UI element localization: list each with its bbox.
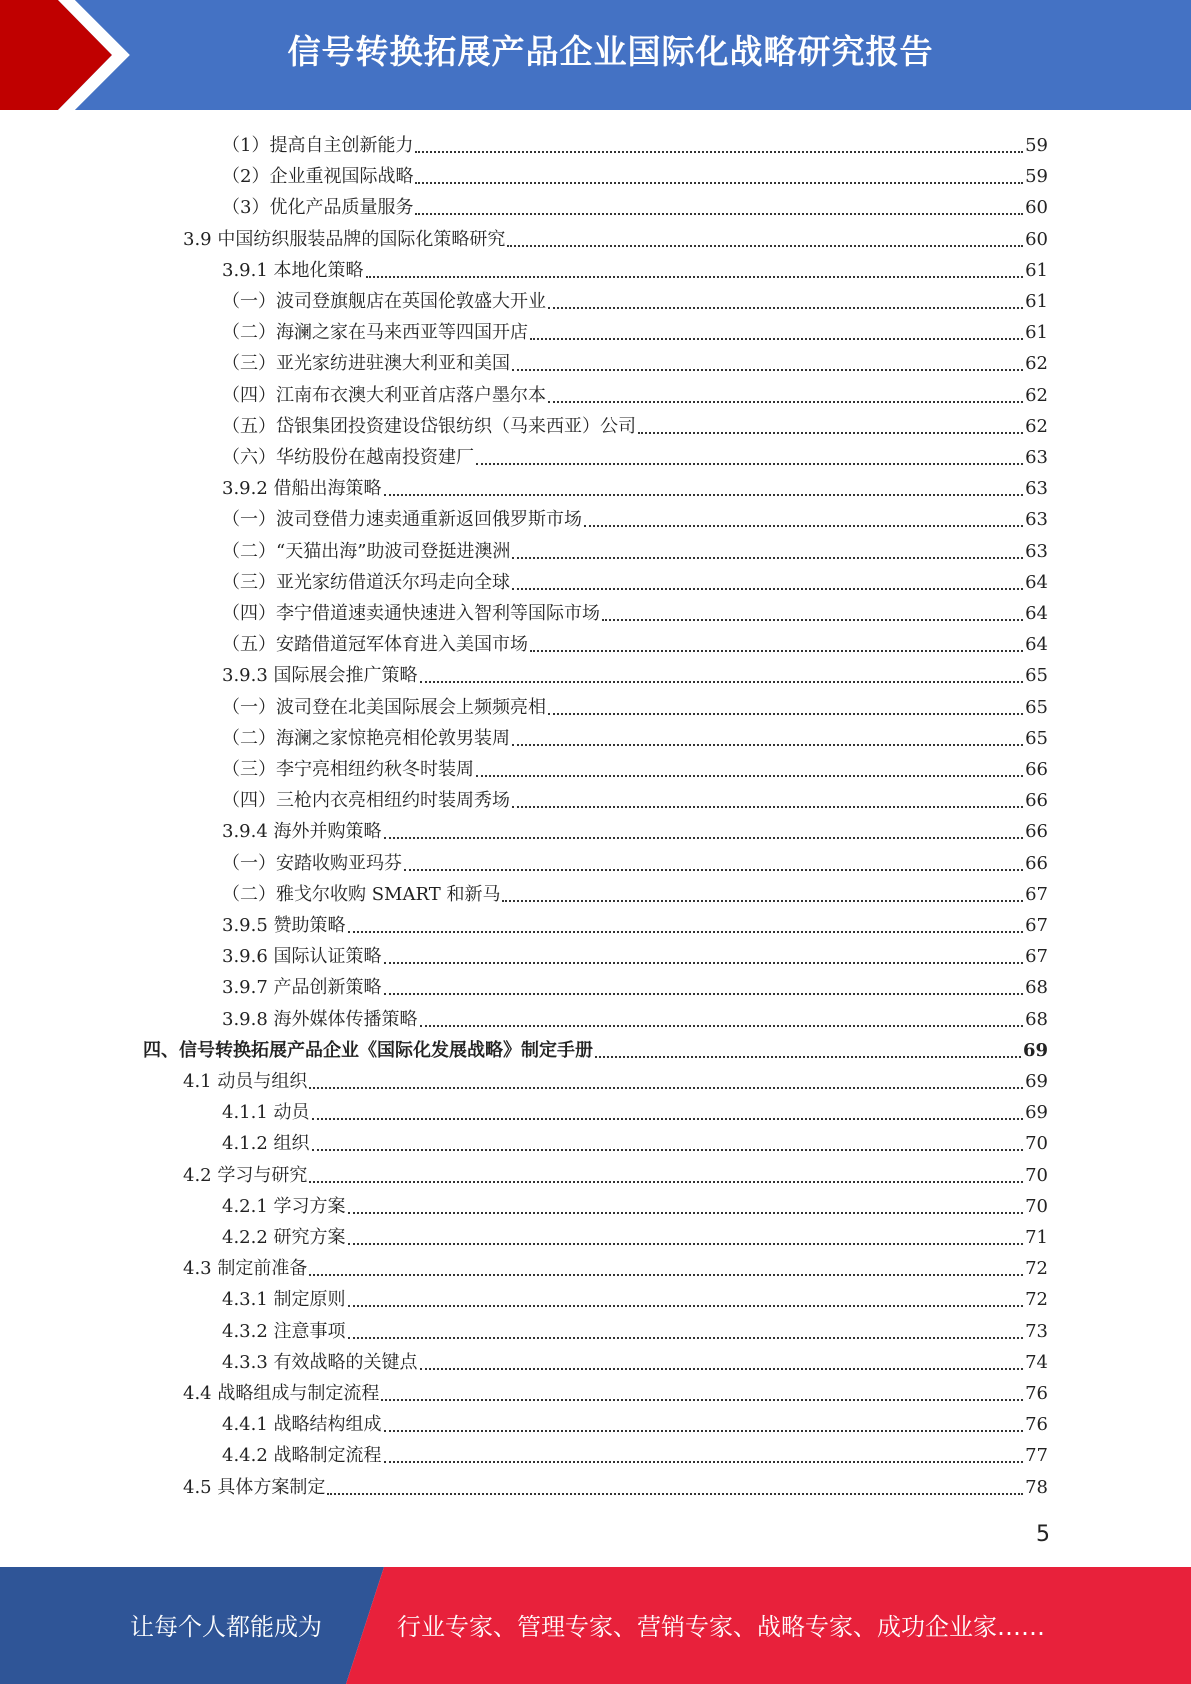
toc-entry-page: 59 <box>1025 166 1048 188</box>
toc-entry[interactable] <box>0 408 1191 439</box>
toc-entry-title: （三）亚光家纺进驻澳大利亚和美国 <box>222 353 510 375</box>
toc-entry-title: 4.3.3 有效战略的关键点 <box>222 1351 418 1373</box>
toc-entry-title: （三）李宁亮相纽约秋冬时装周 <box>222 759 474 780</box>
toc-entry-title: 4.1.2 组织 <box>222 1133 310 1155</box>
toc-dot-leader <box>348 931 1024 933</box>
toc-dot-leader <box>348 1243 1024 1245</box>
toc-dot-leader <box>512 369 1023 371</box>
toc-entry-title: 4.5 具体方案制定 <box>183 1476 326 1498</box>
toc-dot-leader <box>404 869 1023 871</box>
toc-entry-title: 3.9.3 国际展会推广策略 <box>222 665 418 687</box>
toc-entry-title: 四、信号转换拓展产品企业《国际化发展战略》制定手册 <box>143 1039 593 1061</box>
toc-dot-leader <box>366 276 1024 278</box>
toc-entry-page: 63 <box>1025 478 1048 500</box>
toc-entry-title: 4.4 战略组成与制定流程 <box>183 1383 380 1404</box>
toc-entry[interactable] <box>0 314 1191 345</box>
toc-dot-leader <box>384 494 1024 496</box>
toc-dot-leader <box>548 713 1023 715</box>
toc-entry[interactable] <box>0 1094 1191 1125</box>
toc-entry-title: 4.3 制定前准备 <box>183 1258 308 1280</box>
toc-entry-title: （四）三枪内衣亮相纽约时装周秀场 <box>222 790 510 812</box>
toc-dot-leader <box>327 1493 1023 1495</box>
page-footer <box>0 1567 1191 1684</box>
toc-dot-leader <box>348 1212 1024 1214</box>
toc-entry-page: 66 <box>1025 759 1048 780</box>
toc-entry-page: 65 <box>1025 696 1048 718</box>
toc-entry-title: （四）江南布衣澳大利亚首店落户墨尔本 <box>222 384 546 406</box>
toc-entry[interactable] <box>0 252 1191 283</box>
toc-entry[interactable] <box>0 283 1191 314</box>
toc-dot-leader <box>309 1181 1023 1183</box>
toc-entry-page: 66 <box>1025 790 1048 812</box>
toc-entry[interactable] <box>0 1344 1191 1375</box>
toc-dot-leader <box>384 837 1024 839</box>
toc-dot-leader <box>507 245 1023 247</box>
toc-entry-title: （1）提高自主创新能力 <box>222 135 414 156</box>
toc-entry-title: （3）优化产品质量服务 <box>222 197 414 219</box>
toc-entry[interactable] <box>0 907 1191 938</box>
toc-entry-page: 69 <box>1025 1102 1048 1124</box>
toc-entry-title: （二）海澜之家在马来西亚等四国开店 <box>222 322 528 344</box>
toc-entry[interactable] <box>0 1437 1191 1468</box>
toc-entry-title: 3.9.2 借船出海策略 <box>222 478 382 500</box>
toc-dot-leader <box>584 525 1023 527</box>
toc-dot-leader <box>348 1305 1024 1307</box>
toc-dot-leader <box>384 1430 1024 1432</box>
toc-entry-page: 66 <box>1025 821 1048 843</box>
toc-entry-title: （一）波司登在北美国际展会上频频亮相 <box>222 696 546 718</box>
toc-dot-leader <box>476 775 1023 777</box>
toc-entry-page: 68 <box>1025 1008 1048 1030</box>
toc-dot-leader <box>512 806 1023 808</box>
toc-dot-leader <box>512 588 1023 590</box>
toc-entry-page: 62 <box>1025 384 1048 406</box>
page-header <box>0 0 1191 110</box>
toc-entry-page: 72 <box>1025 1258 1048 1280</box>
toc-dot-leader <box>548 307 1023 309</box>
toc-entry-page: 60 <box>1025 228 1048 250</box>
toc-dot-leader <box>512 744 1023 746</box>
toc-entry[interactable] <box>0 876 1191 907</box>
toc-entry-title: （一）波司登借力速卖通重新返回俄罗斯市场 <box>222 509 582 531</box>
toc-entry-title: （二）雅戈尔收购 SMART 和新马 <box>222 883 501 905</box>
toc-entry[interactable] <box>0 127 1191 158</box>
toc-entry[interactable] <box>0 1001 1191 1032</box>
toc-entry-title: 4.1 动员与组织 <box>183 1071 308 1092</box>
toc-entry[interactable] <box>0 439 1191 470</box>
toc-dot-leader <box>415 182 1023 184</box>
toc-dot-leader <box>384 993 1024 995</box>
toc-entry-page: 69 <box>1025 1071 1048 1092</box>
toc-entry[interactable] <box>0 657 1191 688</box>
toc-entry-page: 70 <box>1025 1164 1048 1186</box>
toc-entry-page: 63 <box>1025 540 1048 562</box>
toc-dot-leader <box>312 1149 1024 1151</box>
toc-dot-leader <box>415 151 1023 153</box>
toc-entry[interactable] <box>0 938 1191 969</box>
toc-entry-title: （二）“天猫出海”助波司登挺进澳洲 <box>222 540 511 562</box>
toc-entry-page: 70 <box>1025 1133 1048 1155</box>
toc-entry[interactable] <box>0 1375 1191 1406</box>
toc-entry[interactable] <box>0 782 1191 813</box>
toc-entry-title: 4.3.1 制定原则 <box>222 1289 346 1311</box>
toc-entry[interactable] <box>0 158 1191 189</box>
toc-entry[interactable] <box>0 1125 1191 1156</box>
toc-entry-page: 61 <box>1025 291 1048 312</box>
toc-dot-leader <box>415 213 1023 215</box>
toc-entry[interactable] <box>0 1032 1191 1063</box>
toc-entry-title: （六）华纺股份在越南投资建厂 <box>222 447 474 468</box>
toc-entry[interactable] <box>0 720 1191 751</box>
toc-entry[interactable] <box>0 377 1191 408</box>
toc-entry[interactable] <box>0 1063 1191 1094</box>
toc-entry-page: 59 <box>1025 135 1048 156</box>
page-number: 5 <box>1036 1522 1050 1547</box>
toc-entry-title: 3.9.6 国际认证策略 <box>222 946 382 968</box>
toc-dot-leader <box>420 1368 1024 1370</box>
toc-dot-leader <box>384 962 1024 964</box>
footer-slogan-left: 让每个人都能成为 <box>130 1613 322 1641</box>
toc-entry-title: （五）安踏借道冠军体育进入美国市场 <box>222 634 528 656</box>
toc-entry[interactable] <box>0 1250 1191 1281</box>
toc-entry-page: 62 <box>1025 353 1048 375</box>
toc-dot-leader <box>530 650 1023 652</box>
toc-entry-page: 72 <box>1025 1289 1048 1311</box>
toc-entry-title: 4.3.2 注意事项 <box>222 1320 346 1342</box>
toc-entry[interactable] <box>0 470 1191 501</box>
toc-entry-page: 74 <box>1025 1351 1048 1373</box>
toc-entry-page: 65 <box>1025 727 1048 749</box>
toc-entry-page: 73 <box>1025 1320 1048 1342</box>
toc-entry[interactable] <box>0 1469 1191 1500</box>
toc-dot-leader <box>502 900 1023 902</box>
toc-entry[interactable] <box>0 221 1191 252</box>
toc-entry-page: 67 <box>1025 915 1048 936</box>
toc-entry-page: 61 <box>1025 322 1048 344</box>
toc-entry-title: 4.2 学习与研究 <box>183 1164 308 1186</box>
toc-entry-page: 66 <box>1025 852 1048 874</box>
toc-entry-page: 64 <box>1025 634 1048 656</box>
toc-entry-title: （五）岱银集团投资建设岱银纺织（马来西亚）公司 <box>222 415 636 437</box>
toc-entry-page: 76 <box>1025 1414 1048 1436</box>
toc-entry[interactable] <box>0 1281 1191 1312</box>
toc-dot-leader <box>548 401 1023 403</box>
toc-entry-title: （三）亚光家纺借道沃尔玛走向全球 <box>222 571 510 593</box>
toc-entry[interactable] <box>0 595 1191 626</box>
toc-dot-leader <box>512 557 1023 559</box>
toc-entry[interactable] <box>0 1406 1191 1437</box>
toc-entry-title: 4.4.2 战略制定流程 <box>222 1445 382 1467</box>
toc-entry-title: 4.1.1 动员 <box>222 1102 310 1124</box>
toc-entry[interactable] <box>0 845 1191 876</box>
toc-dot-leader <box>602 619 1023 621</box>
toc-entry-page: 61 <box>1025 259 1048 281</box>
toc-entry[interactable] <box>0 1313 1191 1344</box>
toc-entry-title: 3.9.8 海外媒体传播策略 <box>222 1008 418 1030</box>
toc-entry-title: （一）安踏收购亚玛芬 <box>222 852 402 874</box>
toc-entry-title: 3.9.4 海外并购策略 <box>222 821 382 843</box>
toc-dot-leader <box>476 463 1023 465</box>
toc-entry[interactable] <box>0 751 1191 782</box>
toc-entry-title: 4.2.1 学习方案 <box>222 1195 346 1217</box>
toc-dot-leader <box>595 1056 1021 1058</box>
toc-entry-title: 4.2.2 研究方案 <box>222 1227 346 1248</box>
toc-entry[interactable] <box>0 189 1191 220</box>
toc-entry[interactable] <box>0 1219 1191 1250</box>
toc-entry-page: 78 <box>1025 1476 1048 1498</box>
toc-entry-page: 77 <box>1025 1445 1048 1467</box>
toc-entry[interactable] <box>0 564 1191 595</box>
document-title: 信号转换拓展产品企业国际化战略研究报告 <box>287 32 934 71</box>
toc-entry-page: 68 <box>1025 977 1048 999</box>
toc-entry-page: 65 <box>1025 665 1048 687</box>
toc-entry-title: 3.9.5 赞助策略 <box>222 915 346 936</box>
toc-entry[interactable] <box>0 626 1191 657</box>
toc-entry[interactable] <box>0 345 1191 376</box>
toc-entry[interactable] <box>0 1188 1191 1219</box>
toc-entry-page: 69 <box>1022 1039 1048 1061</box>
toc-entry-title: 3.9.1 本地化策略 <box>222 259 364 281</box>
toc-entry[interactable] <box>0 969 1191 1000</box>
toc-entry-title: 3.9 中国纺织服装品牌的国际化策略研究 <box>183 228 506 250</box>
toc-dot-leader <box>420 681 1024 683</box>
toc-dot-leader <box>312 1118 1024 1120</box>
toc-entry-page: 70 <box>1025 1195 1048 1217</box>
toc-entry-title: 3.9.7 产品创新策略 <box>222 977 382 999</box>
toc-dot-leader <box>309 1274 1023 1276</box>
toc-entry-page: 67 <box>1025 946 1048 968</box>
toc-entry[interactable] <box>0 1157 1191 1188</box>
toc-entry-page: 63 <box>1025 509 1048 531</box>
toc-entry-title: （2）企业重视国际战略 <box>222 166 414 188</box>
toc-entry-page: 71 <box>1025 1227 1048 1248</box>
toc-dot-leader <box>384 1461 1024 1463</box>
toc-entry-page: 63 <box>1025 447 1048 468</box>
toc-entry-page: 76 <box>1025 1383 1048 1404</box>
toc-entry[interactable] <box>0 813 1191 844</box>
toc-entry[interactable] <box>0 501 1191 532</box>
toc-entry-page: 64 <box>1025 603 1048 624</box>
toc-dot-leader <box>638 432 1023 434</box>
toc-dot-leader <box>381 1399 1023 1401</box>
toc-entry-title: （二）海澜之家惊艳亮相伦敦男装周 <box>222 727 510 749</box>
toc-entry[interactable] <box>0 689 1191 720</box>
toc-entry-page: 60 <box>1025 197 1048 219</box>
toc-entry-title: （四）李宁借道速卖通快速进入智利等国际市场 <box>222 603 600 624</box>
toc-dot-leader <box>309 1087 1023 1089</box>
toc-dot-leader <box>420 1025 1024 1027</box>
toc-entry-page: 64 <box>1025 571 1048 593</box>
toc-dot-leader <box>530 338 1023 340</box>
toc-entry[interactable] <box>0 533 1191 564</box>
toc-entry-title: （一）波司登旗舰店在英国伦敦盛大开业 <box>222 291 546 312</box>
toc-entry-page: 62 <box>1025 415 1048 437</box>
toc-entry-page: 67 <box>1025 883 1048 905</box>
footer-slogan-right: 行业专家、管理专家、营销专家、战略专家、成功企业家…… <box>397 1613 1045 1641</box>
toc-dot-leader <box>348 1337 1024 1339</box>
toc-entry-title: 4.4.1 战略结构组成 <box>222 1414 382 1436</box>
